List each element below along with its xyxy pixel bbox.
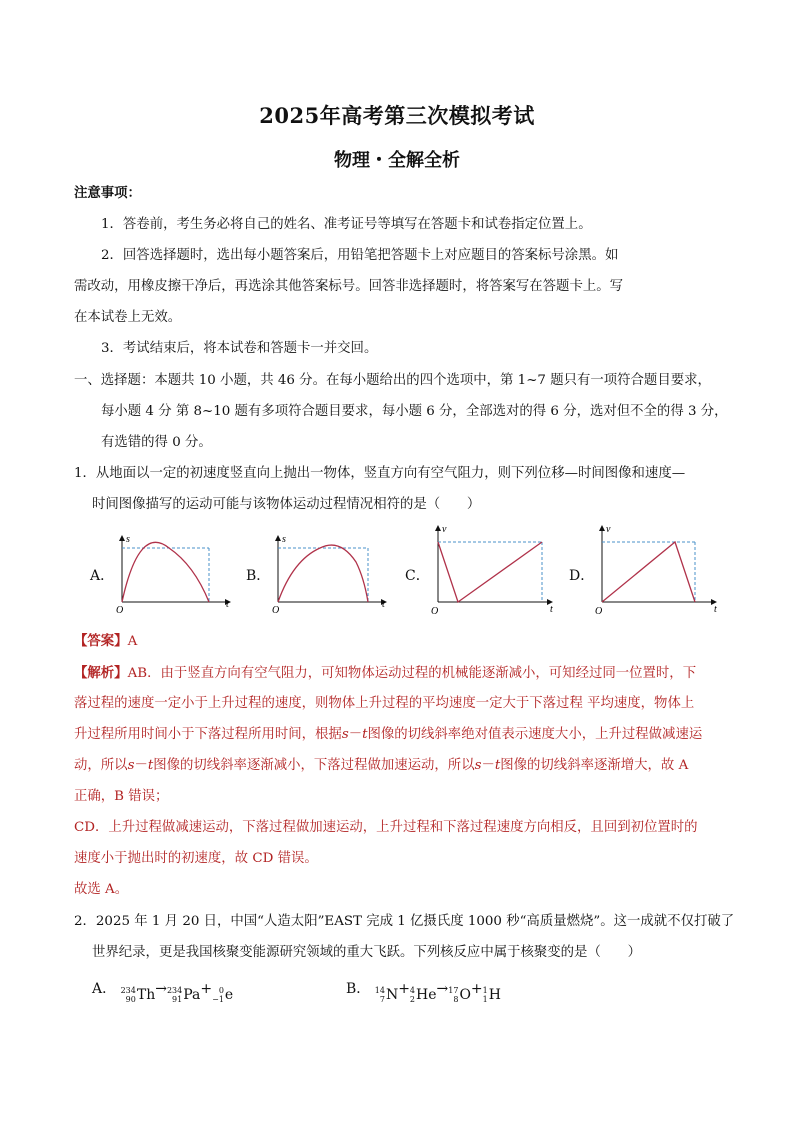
origin-label: O [595, 606, 603, 615]
origin-label: O [272, 605, 280, 615]
axis-t-label: t [550, 604, 553, 615]
option-d-label: D． [569, 568, 595, 584]
axis-s-label: s [126, 534, 130, 545]
option-a-label: A． [90, 568, 115, 584]
axis-v-label: v [606, 524, 611, 535]
analysis-line-7: 速度小于抛出时的初速度，故 CD 错误。 [74, 851, 318, 866]
option-c-label: C． [405, 568, 430, 584]
analysis-line-1 [74, 664, 696, 683]
question-1-line-1: 1．从地面以一定的初速度竖直向上抛出一物体，竖直方向有空气阻力，则下列位移—时间图像和速度— [74, 466, 686, 481]
option-d-graph [592, 522, 722, 615]
axis-s-label: s [282, 534, 286, 545]
notice-item-3: 3．考试结束后，将本试卷和答题卡一并交回。 [101, 341, 378, 356]
question-2-option-b: B． 14 7 N + 4 2 He → 17 8 O + 1 1 H [346, 981, 501, 1004]
analysis-line-4: 动，所以s－t图像的切线斜率逐渐减小，下落过程做加速运动，所以s－t图像的切线斜率逐渐增大，故 A [74, 758, 689, 773]
notice-item-2-line-1: 2．回答选择题时，选出每小题答案后，用铅笔把答题卡上对应题目的答案标号涂黑。如 [101, 248, 619, 263]
analysis-line-3: 升过程所用时间小于下落过程所用时间，根据s－t图像的切线斜率绝对值表示速度大小，上升过程做减速运 [74, 727, 703, 742]
question-1-line-2: 时间图像描写的运动可能与该物体运动过程情况相符的是（ ） [92, 497, 481, 512]
origin-label: O [431, 606, 439, 615]
axis-t-label: t [226, 599, 229, 610]
page-title: 2025年高考第三次模拟考试 [259, 103, 535, 128]
axis-t-label: t [382, 599, 385, 610]
axis-v-label: v [442, 524, 447, 535]
page-subtitle: 物理・全解全析 [334, 150, 460, 171]
section-1-line-3: 有选错的得 0 分。 [101, 435, 212, 450]
question-2-option-a: A． 234 90 Th → 234 91 Pa + 0 −1 e [92, 981, 234, 1004]
notice-item-2-line-2: 需改动，用橡皮擦干净后，再选涂其他答案标号。回答非选择题时，将答案写在答题卡上。写 [74, 279, 624, 294]
analysis-line-6: CD．上升过程做减速运动，下落过程做加速运动，上升过程和下落过程速度方向相反，且回到初位置时的 [74, 820, 698, 835]
answer-line [74, 632, 137, 651]
question-2-line-2: 世界纪录，更是我国核聚变能源研究领域的重大飞跃。下列核反应中属于核聚变的是（ ） [92, 945, 642, 960]
conclusion-line: 故选 A。 [74, 882, 129, 897]
analysis-text: AB．由于竖直方向有空气阻力，可知物体运动过程的机械能逐渐减小，可知经过同一位置时，下 [127, 666, 697, 681]
option-c-graph [428, 522, 558, 615]
analysis-line-5: 正确，B 错误； [74, 789, 169, 804]
option-a-graph [112, 530, 240, 615]
option-b-graph [268, 530, 396, 615]
analysis-tag: 【解析】 [74, 665, 128, 681]
notice-item-1: 1．答卷前，考生务必将自己的姓名、准考证号等填写在答题卡和试卷指定位置上。 [101, 217, 592, 232]
answer-tag: 【答案】 [74, 633, 128, 649]
analysis-line-2: 落过程的速度一定小于上升过程的速度，则物体上升过程的平均速度一定大于下落过程 平均速度，物体上 [74, 696, 695, 711]
section-1-line-1: 一、选择题：本题共 10 小题，共 46 分。在每小题给出的四个选项中，第 1~7 题只有一项符合题目要求， [74, 373, 711, 388]
notice-heading: 注意事项： [74, 185, 141, 201]
notice-item-2-line-3: 在本试卷上无效。 [74, 310, 182, 325]
axis-t-label: t [714, 604, 717, 615]
section-1-line-2: 每小题 4 分 第 8~10 题有多项符合题目要求，每小题 6 分，全部选对的得 6 分，选对但不全的得 3 分， [101, 404, 728, 419]
option-b-label: B． [246, 568, 271, 584]
origin-label: O [116, 605, 124, 615]
answer-value: A [127, 634, 138, 649]
question-2-line-1: 2．2025 年 1 月 20 日，中国“人造太阳”EAST 完成 1 亿摄氏度 1000 秒“高质量燃烧”。这一成就不仅打破了 [74, 914, 735, 929]
